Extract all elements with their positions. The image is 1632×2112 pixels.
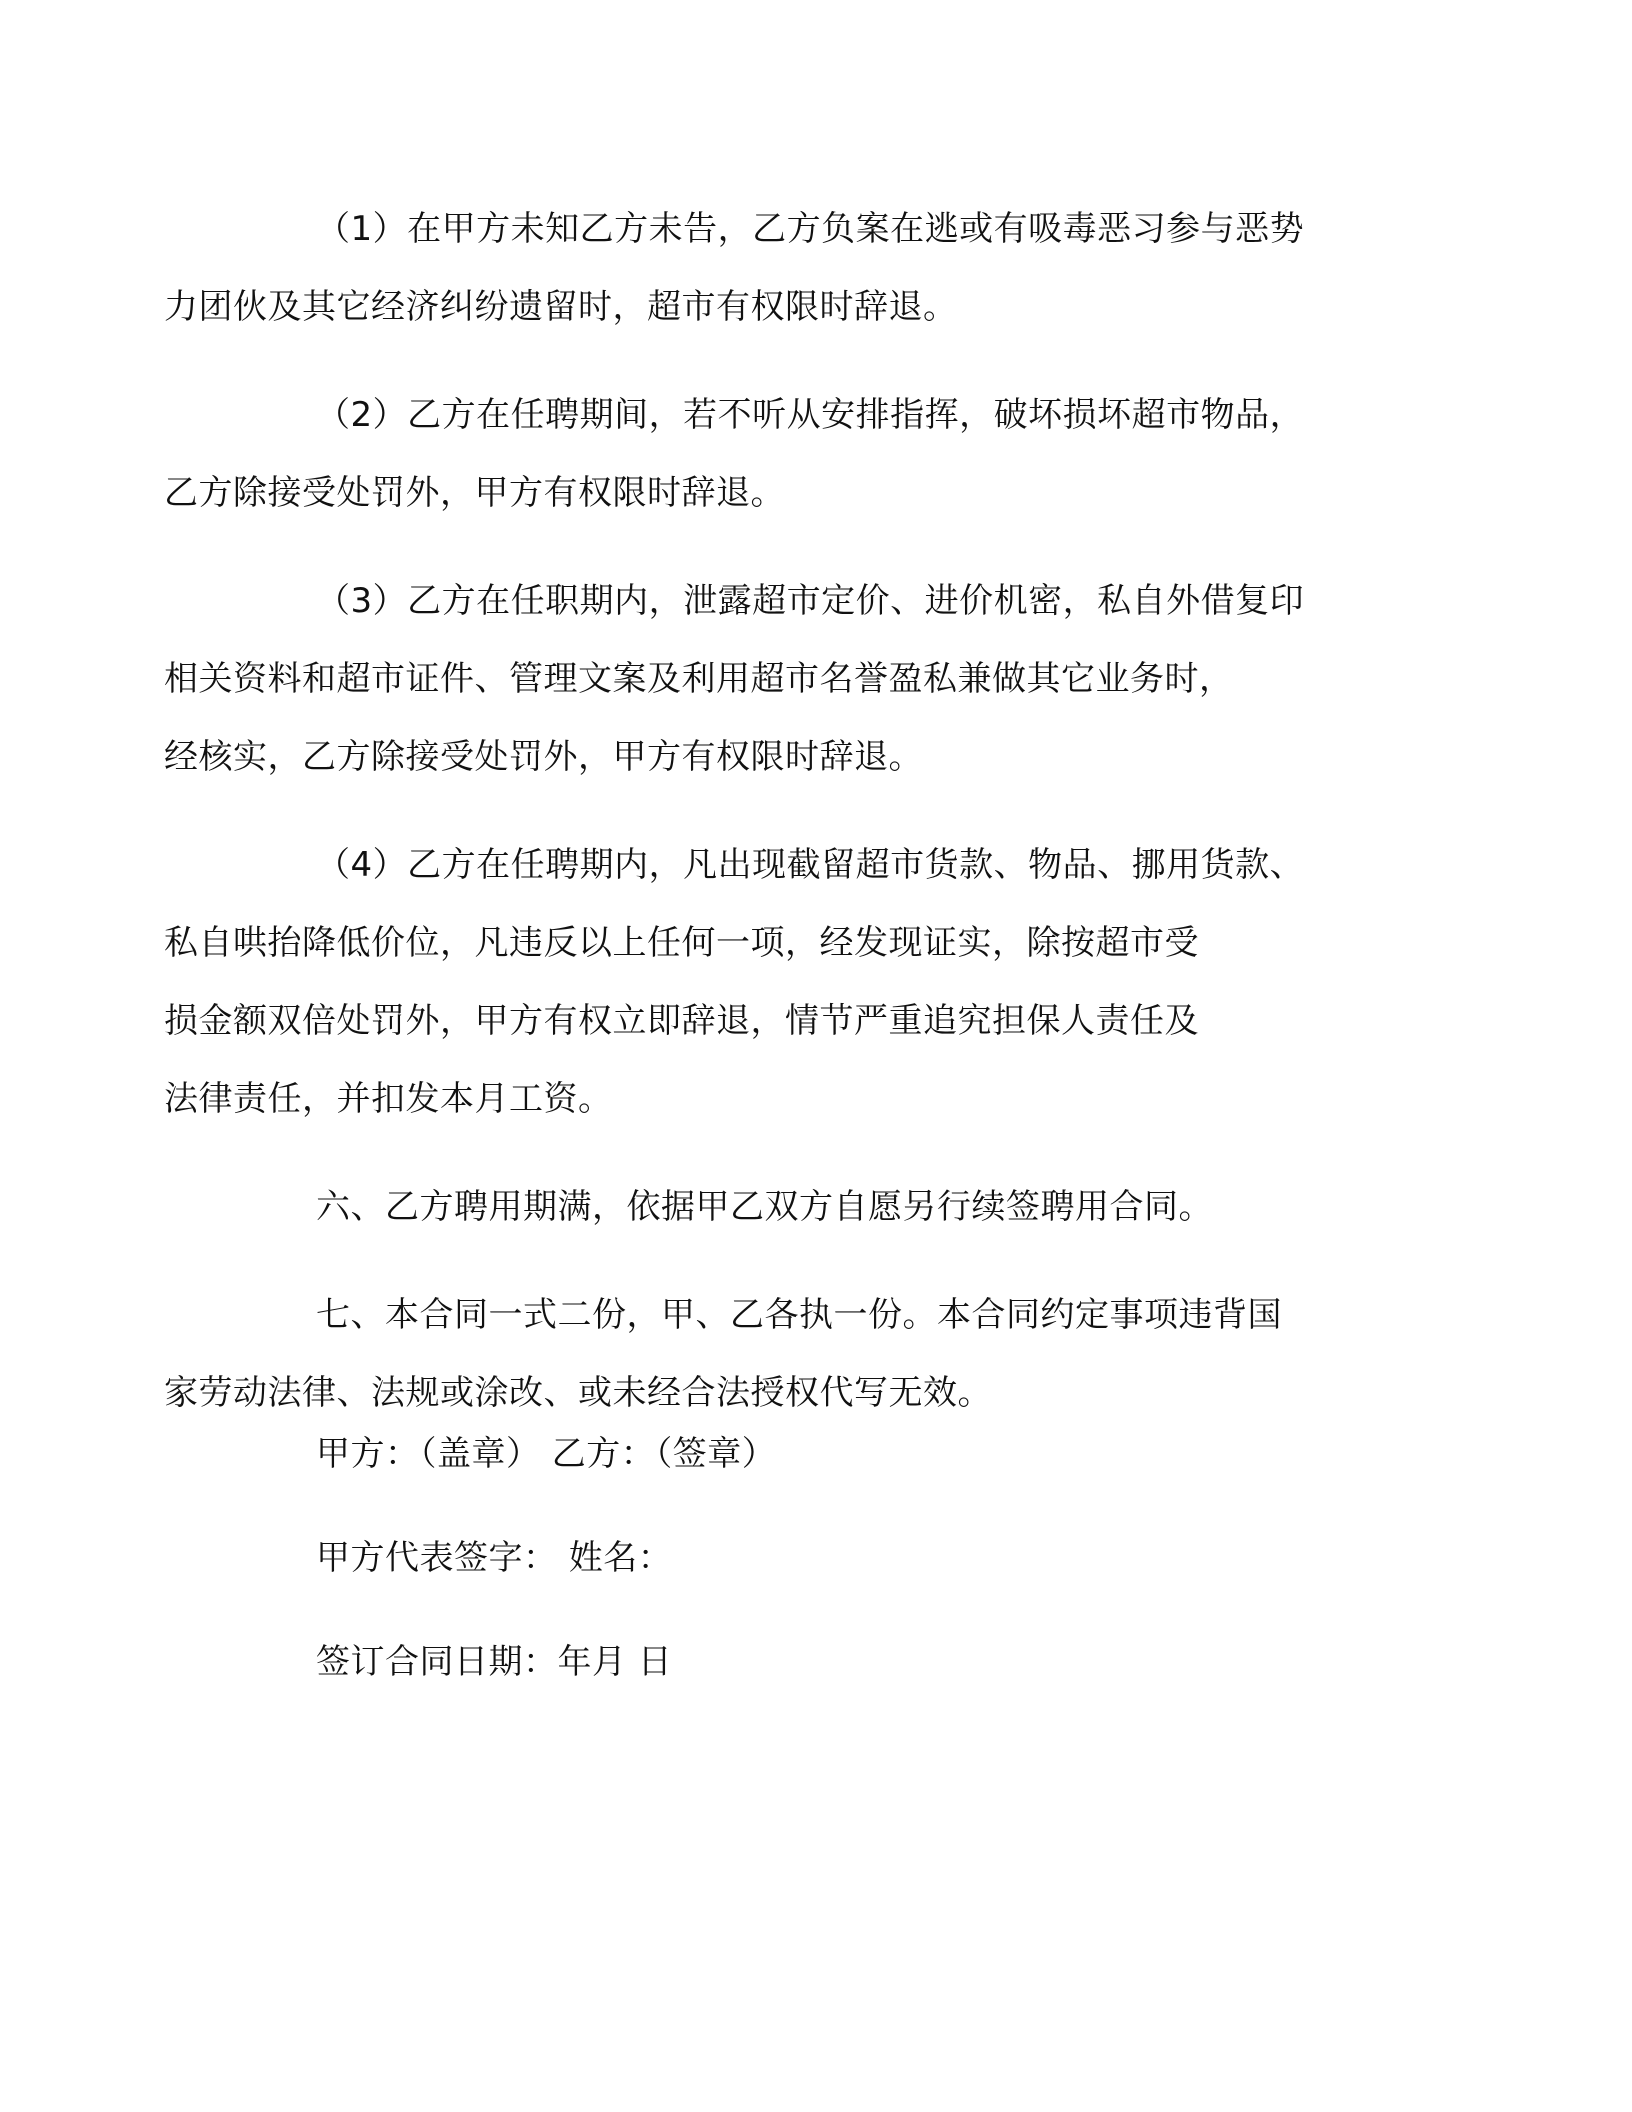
- representative-signature-line: 甲方代表签字： 姓名：: [316, 1538, 673, 1578]
- clause-4-line-3: 损金额双倍处罚外，甲方有权立即辞退，情节严重追究担保人责任及: [164, 1001, 1199, 1041]
- article-7: [164, 1276, 1390, 1432]
- article-7-line-1: 七、本合同一式二份，甲、乙各执一份。本合同约定事项违背国: [316, 1295, 1282, 1335]
- article-6-line-1: 六、乙方聘用期满，依据甲乙双方自愿另行续签聘用合同。: [316, 1187, 1213, 1227]
- article-6: [240, 1168, 1390, 1246]
- clause-3-line-2: 相关资料和超市证件、管理文案及利用超市名誉盈私兼做其它业务时，: [164, 659, 1234, 699]
- clause-3-line-3: 经核实，乙方除接受处罚外，甲方有权限时辞退。: [164, 737, 923, 777]
- party-signature-line: 甲方：（盖章） 乙方：（签章）: [316, 1434, 777, 1474]
- clause-4-line-4: 法律责任，并扣发本月工资。: [164, 1079, 613, 1119]
- article-7-line-2: 家劳动法律、法规或涂改、或未经合法授权代写无效。: [164, 1373, 992, 1413]
- clause-3-line-1: （3）乙方在任职期内，泄露超市定价、进价机密，私自外借复印: [316, 581, 1305, 621]
- document-body: [164, 190, 1390, 1462]
- clause-2-line-2: 乙方除接受处罚外，甲方有权限时辞退。: [164, 473, 785, 513]
- clause-2: [164, 376, 1390, 532]
- clause-2-line-1: （2）乙方在任聘期间，若不听从安排指挥，破坏损坏超市物品，: [316, 395, 1305, 435]
- clause-1-line-1: （1）在甲方未知乙方未告，乙方负案在逃或有吸毒恶习参与恶势: [316, 209, 1305, 249]
- clause-4: [164, 826, 1390, 1138]
- clause-4-line-2: 私自哄抬降低价位，凡违反以上任何一项，经发现证实，除按超市受: [164, 923, 1199, 963]
- clause-3: [164, 562, 1390, 796]
- clause-4-line-1: （4）乙方在任聘期内，凡出现截留超市货款、物品、挪用货款、: [316, 845, 1305, 885]
- clause-1: [164, 190, 1390, 346]
- clause-1-line-2: 力团伙及其它经济纠纷遗留时，超市有权限时辞退。: [164, 287, 958, 327]
- contract-date-line: 签订合同日期：年月 日: [316, 1642, 673, 1682]
- signature-block: [316, 1428, 1316, 1740]
